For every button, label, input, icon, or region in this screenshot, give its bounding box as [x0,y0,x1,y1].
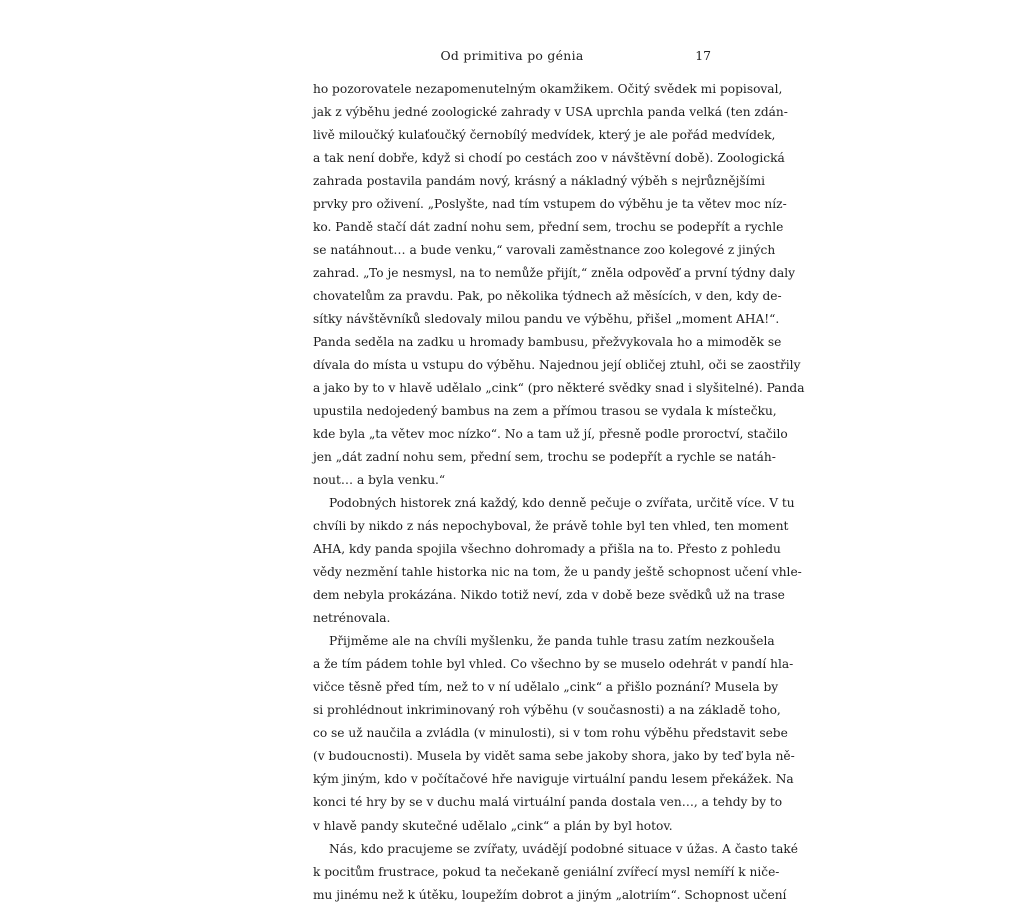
text-line: v hlavě pandy skutečné udělalo „cink“ a plán by byl hotov. [313,818,673,833]
text-line: chovatelům za pravdu. Pak, po několika týdnech až měsících, v den, kdy de- [313,289,782,304]
page-number: 17 [695,48,711,63]
text-line: livě miloučký kulaťoučký černobílý medvídek, který je ale pořád medvídek, [313,128,776,143]
text-line: (v budoucnosti). Musela by vidět sama sebe jakoby shora, jako by teď byla ně- [313,749,795,764]
text-line: Nás, kdo pracujeme se zvířaty, uvádějí podobné situace v úžas. A často také [329,841,798,856]
text-line: Podobných historek zná každý, kdo denně pečuje o zvířata, určitě více. V tu [329,496,795,511]
text-line: zahrada postavila pandám nový, krásný a nákladný výběh s nejrůznějšími [313,174,766,189]
text-line: upustila nedojedený bambus na zem a přímou trasou se vydala k místečku, [313,404,777,419]
text-line: si prohlédnout inkriminovaný roh výběhu (v současnosti) a na základě toho, [313,703,781,718]
text-line: kde byla „ta větev moc nízko“. No a tam už jí, přesně podle proroctví, stačilo [313,427,788,442]
text-line: ko. Pandě stačí dát zadní nohu sem, přední sem, trochu se podepřít a rychle [313,220,784,235]
text-line: kým jiným, kdo v počítačové hře naviguje virtuální pandu lesem překážek. Na [313,772,794,787]
text-line: Panda seděla na zadku u hromady bambusu, přežvykovala ho a mimoděk se [313,335,782,350]
text-line: se natáhnout… a bude venku,“ varovali zaměstnance zoo kolegové z jiných [313,243,776,258]
text-line: jen „dát zadní nohu sem, přední sem, trochu se podepřít a rychle se natáh- [313,450,776,465]
text-line: netrénovala. [313,611,391,626]
text-line: dem nebyla prokázána. Nikdo totiž neví, zda v době beze svědků už na trase [313,588,785,603]
running-head [313,47,711,65]
text-line: k pocitům frustrace, pokud ta nečekaně geniální zvířecí mysl nemíří k niče- [313,864,780,879]
text-line: vičce těsně před tím, než to v ní udělalo „cink“ a přišlo poznání? Musela by [313,680,779,695]
body-text [313,78,805,907]
text-line: Přijměme ale na chvíli myšlenku, že panda tuhle trasu zatím nezkoušela [329,634,775,649]
text-line: ho pozorovatele nezapomenutelným okamžikem. Očitý svědek mi popisoval, [313,82,783,96]
text-line: nout… a byla venku.“ [313,473,446,488]
text-line: mu jinému než k útěku, loupežím dobrot a jiným „alotriím“. Schopnost učení [313,887,787,902]
text-line: konci té hry by se v duchu malá virtuální panda dostala ven…, a tehdy by to [313,795,783,810]
text-line: chvíli by nikdo z nás nepochyboval, že právě tohle byl ten vhled, ten moment [313,519,789,534]
text-line: co se už naučila a zvládla (v minulosti), si v tom rohu výběhu představit sebe [313,726,788,741]
text-line: vědy nezmění tahle historka nic na tom, že u pandy ještě schopnost učení vhle- [313,565,802,580]
text-line: a že tím pádem tohle byl vhled. Co všechno by se muselo odehrát v pandí hla- [313,657,794,672]
text-line: a jako by to v hlavě udělalo „cink“ (pro některé svědky snad i slyšitelné). Panda [313,381,805,396]
running-title: Od primitiva po génia [440,48,584,63]
text-line: sítky návštěvníků sledovaly milou pandu ve výběhu, přišel „moment AHA!“. [313,312,780,327]
text-line: prvky pro oživení. „Poslyšte, nad tím vstupem do výběhu je ta větev moc níz- [313,197,787,212]
text-line: AHA, kdy panda spojila všechno dohromady a přišla na to. Přesto z pohledu [313,542,781,557]
text-line: dívala do místa u vstupu do výběhu. Najednou její obličej ztuhl, oči se zaostřily [313,358,801,373]
text-line: zahrad. „To je nesmysl, na to nemůže přijít,“ zněla odpověď a první týdny daly [313,266,796,281]
text-line: jak z výběhu jedné zoologické zahrady v USA uprchla panda velká (ten zdán- [313,105,788,120]
text-line: a tak není dobře, když si chodí po cestách zoo v návštěvní době). Zoologická [313,151,785,166]
